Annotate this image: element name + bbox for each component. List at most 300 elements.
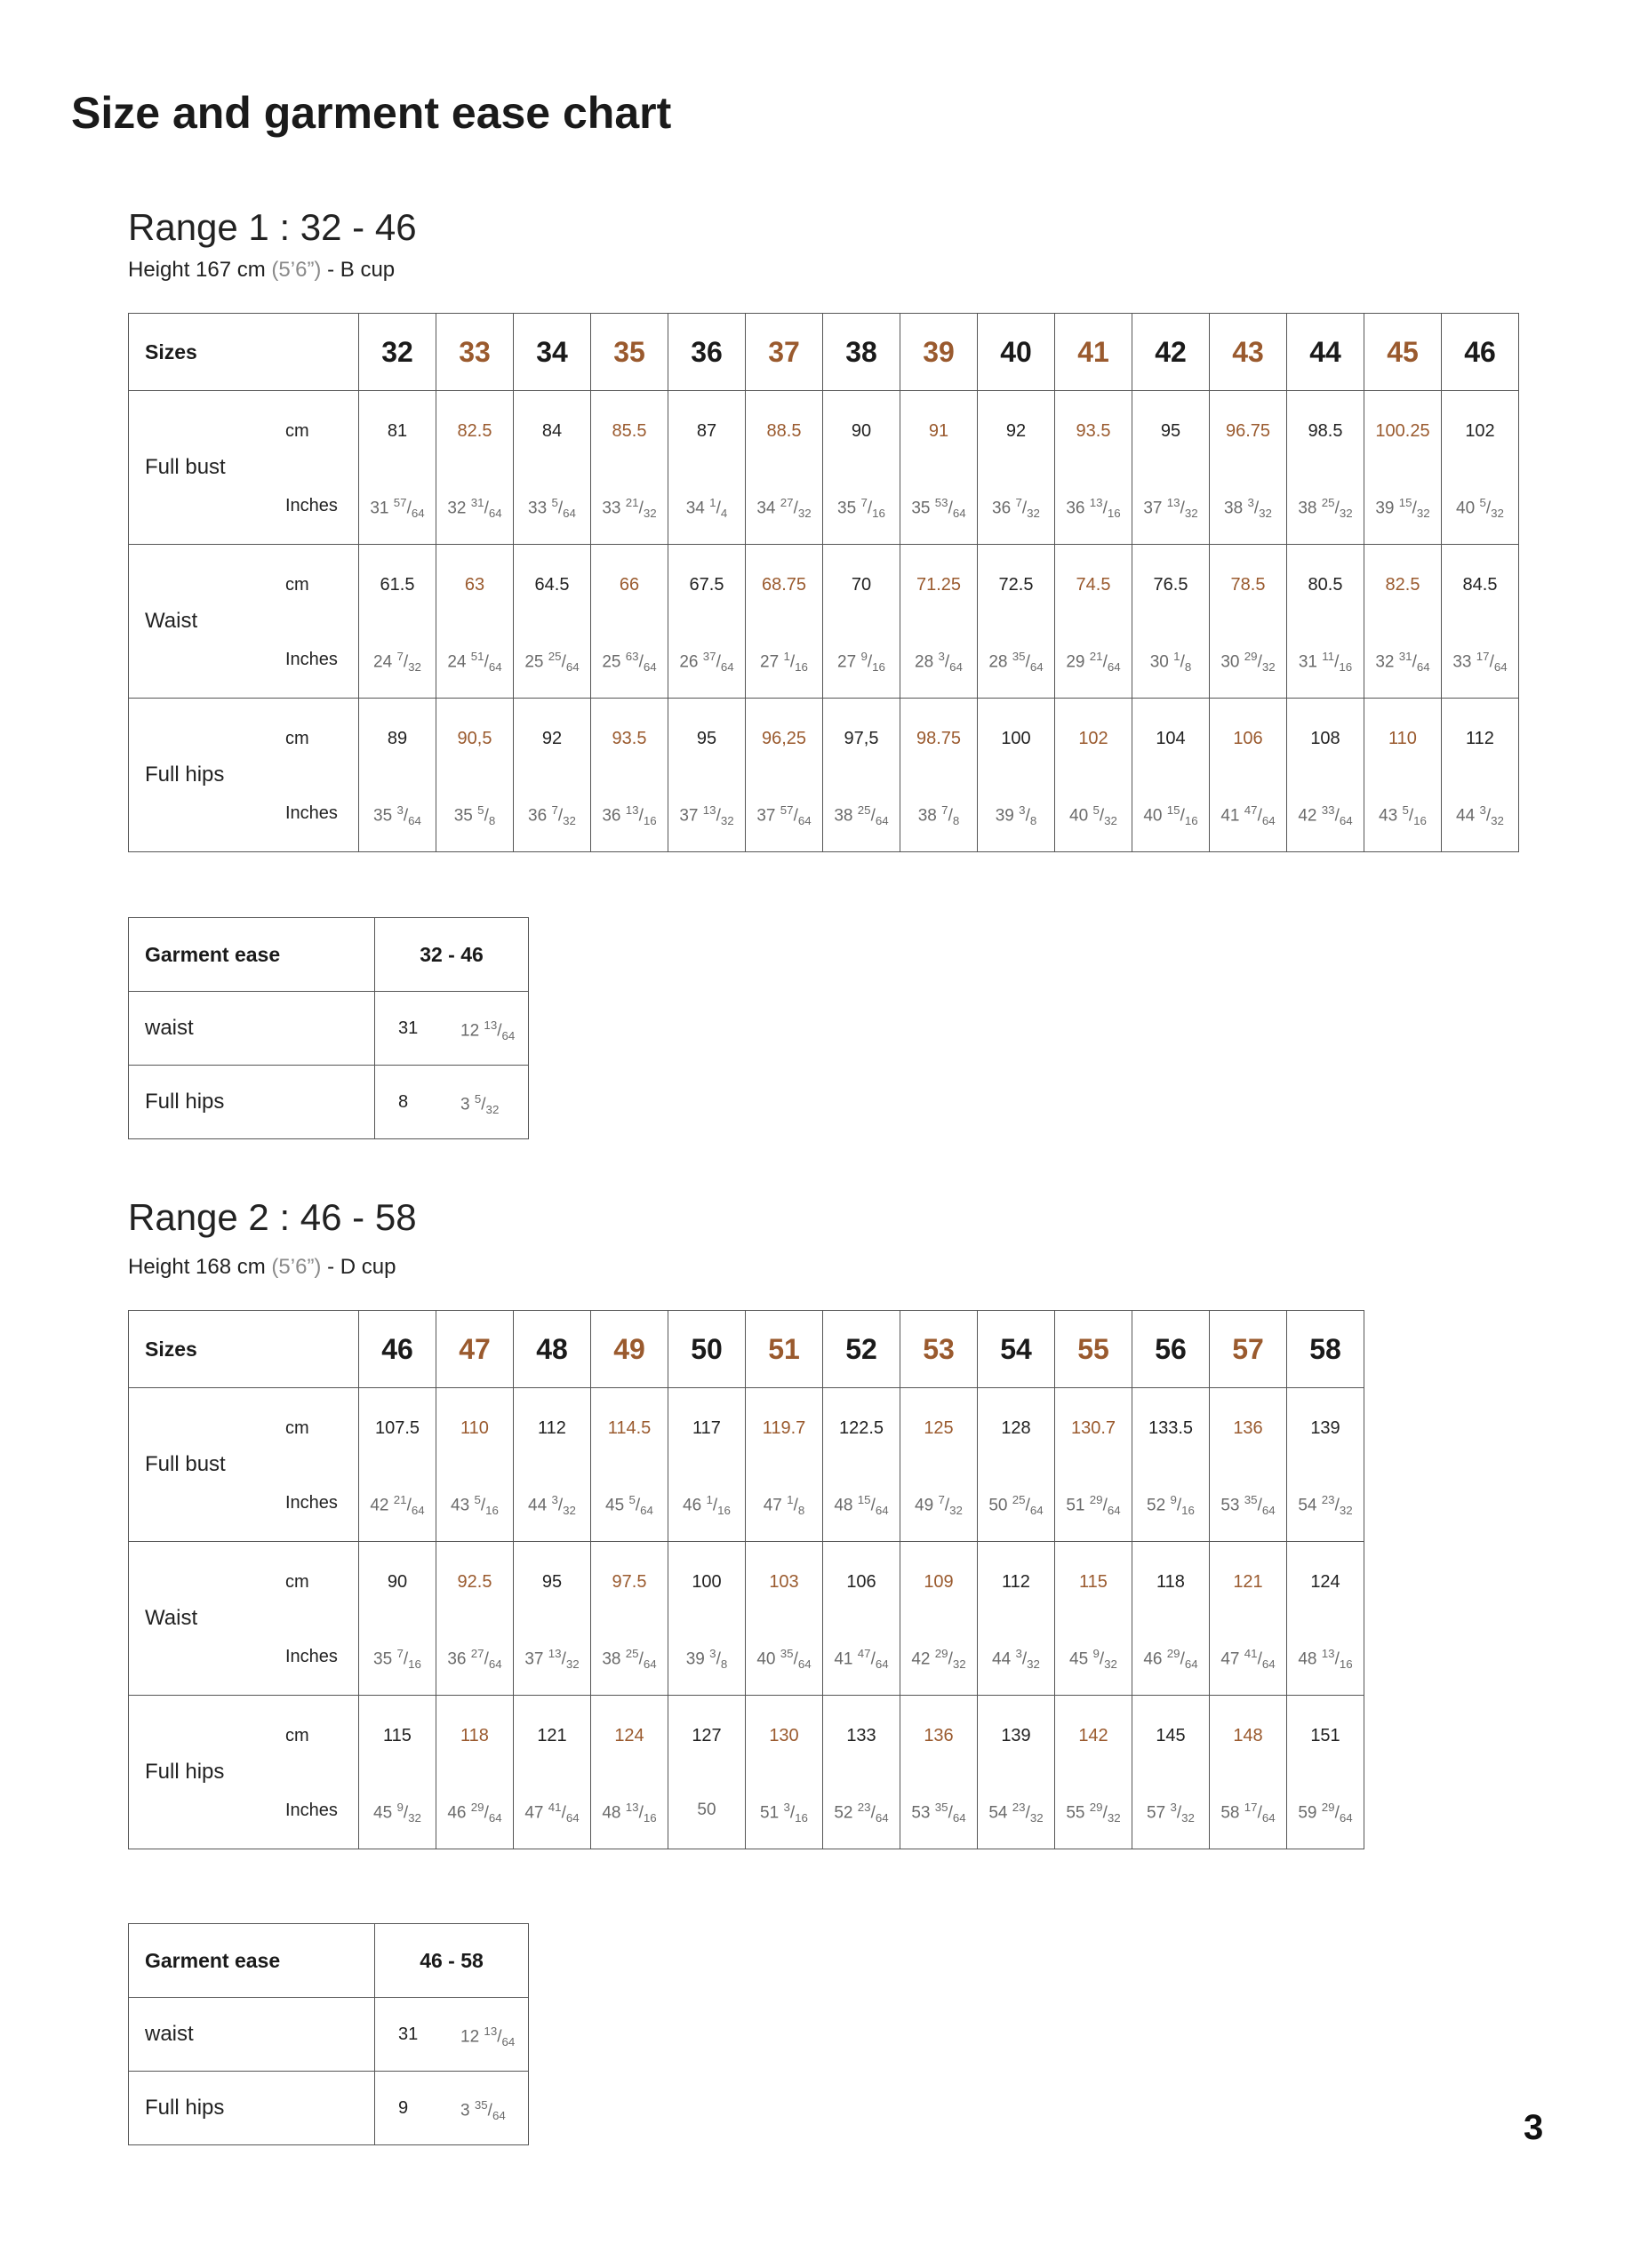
value-cm: 90: [851, 421, 872, 441]
value-inches: 35 $^7/_{16}$: [373, 1647, 421, 1672]
ease-value-cm: 31: [398, 2024, 419, 2044]
value-cell: [1132, 1542, 1210, 1696]
value-inches: 53 $^{35}/_{64}$: [1220, 1493, 1276, 1518]
value-inches: 55 $^{29}/_{32}$: [1066, 1801, 1121, 1825]
value-cm: 109: [924, 1572, 954, 1592]
value-inches: 44 $^3/_{32}$: [1456, 803, 1504, 828]
ease-row: [129, 2072, 529, 2145]
value-inches: 41 $^{47}/_{64}$: [834, 1647, 889, 1672]
size-34: 34: [514, 314, 591, 391]
range2-cup: - D cup: [321, 1255, 396, 1279]
value-cm: 151: [1310, 1726, 1340, 1745]
value-cm: 95: [696, 729, 717, 748]
value-cell: [900, 1388, 978, 1542]
value-inches: 40 $^5/_{32}$: [1069, 803, 1117, 828]
ease-header-row: [129, 918, 529, 992]
value-cm: 122.5: [838, 1418, 884, 1438]
row-waist: [129, 545, 1519, 699]
value-cell: [823, 391, 900, 545]
ease-row-value: [375, 1998, 529, 2072]
measurement-label: Full bust: [145, 455, 226, 479]
unit-inches-label: Inches: [285, 1647, 338, 1666]
value-cm: 88.5: [766, 421, 802, 441]
ease-row-value: [375, 992, 529, 1066]
value-cell: [668, 1388, 746, 1542]
value-inches: 34 $^1/_4$: [685, 496, 728, 521]
size-47: 47: [436, 1311, 514, 1388]
range1-title: Range 1 : 32 - 46: [128, 206, 417, 248]
ease-header-row: [129, 1924, 529, 1998]
range1-ease-table: [128, 917, 529, 1139]
value-cell: [359, 1696, 436, 1849]
unit-inches-label: Inches: [285, 496, 338, 515]
value-cm: 139: [1001, 1726, 1031, 1745]
value-cell: [436, 1542, 514, 1696]
value-cell: [1055, 699, 1132, 852]
value-cm: 80.5: [1308, 575, 1343, 595]
range2-title: Range 2 : 46 - 58: [128, 1196, 417, 1238]
value-cm: 100: [1001, 729, 1031, 748]
value-inches: 48 $^{13}/_{16}$: [1298, 1647, 1353, 1672]
value-cm: 110: [460, 1418, 489, 1438]
value-cm: 87: [696, 421, 717, 441]
value-cell: [436, 1388, 514, 1542]
value-cm: 102: [1465, 421, 1495, 441]
value-cm: 112: [1002, 1572, 1030, 1592]
unit-cm-label: cm: [285, 1418, 309, 1438]
value-inches: 27 $^1/_{16}$: [760, 650, 808, 675]
value-inches: 36 $^{27}/_{64}$: [447, 1647, 502, 1672]
range1-height: Height 167 cm: [128, 258, 266, 282]
size-header-row: [129, 314, 1519, 391]
value-cell: [591, 699, 668, 852]
value-inches: 37 $^{13}/_{32}$: [679, 803, 734, 828]
page-title: Size and garment ease chart: [71, 88, 672, 138]
value-cell: [823, 1696, 900, 1849]
row-full-hips: [129, 1696, 1364, 1849]
sizes-label: Sizes: [129, 1311, 359, 1388]
value-cm: 106: [1233, 729, 1263, 748]
value-cm: 71.25: [916, 575, 962, 595]
size-41: 41: [1055, 314, 1132, 391]
value-inches: 24 $^7/_{32}$: [373, 650, 421, 675]
value-cm: 82.5: [1385, 575, 1420, 595]
measurement-label: Waist: [145, 609, 198, 633]
value-cell: [1364, 545, 1442, 699]
value-inches: 27 $^9/_{16}$: [837, 650, 885, 675]
value-cell: [900, 1542, 978, 1696]
value-cm: 89: [387, 729, 408, 748]
value-cm: 93.5: [1076, 421, 1111, 441]
value-cell: [359, 699, 436, 852]
value-cm: 128: [1001, 1418, 1031, 1438]
value-cell: [978, 1542, 1055, 1696]
value-cell: [591, 1388, 668, 1542]
value-inches: 35 $^5/_8$: [453, 803, 496, 828]
value-cell: [746, 1542, 823, 1696]
value-inches: 48 $^{15}/_{64}$: [834, 1493, 889, 1518]
value-cm: 66: [619, 575, 640, 595]
value-cm: 64.5: [534, 575, 570, 595]
value-inches: 41 $^{47}/_{64}$: [1220, 803, 1276, 828]
value-cell: [746, 391, 823, 545]
value-cell: [1210, 1542, 1287, 1696]
value-cell: [1055, 545, 1132, 699]
garment-ease-range: 46 - 58: [375, 1924, 529, 1998]
value-cm: 63: [464, 575, 485, 595]
value-inches: 32 $^{31}/_{64}$: [447, 496, 502, 521]
value-cell: [1132, 1388, 1210, 1542]
ease-value-inches: 12 $^{13}/_{64}$: [460, 1018, 516, 1043]
value-inches: 46 $^1/_{16}$: [683, 1493, 731, 1518]
size-53: 53: [900, 1311, 978, 1388]
value-inches: 52 $^9/_{16}$: [1147, 1493, 1195, 1518]
measurement-label: Full hips: [145, 763, 225, 787]
ease-value-inches: 3 $^{35}/_{64}$: [460, 2098, 506, 2123]
range1-height-alt: (5’6”): [271, 258, 322, 282]
size-57: 57: [1210, 1311, 1287, 1388]
ease-value-cm: 8: [398, 1092, 409, 1112]
value-inches: 30 $^1/_8$: [1149, 650, 1192, 675]
value-inches: 50 $^{25}/_{64}$: [988, 1493, 1044, 1518]
row-full-hips: [129, 699, 1519, 852]
value-cm: 95: [1160, 421, 1181, 441]
value-inches: 32 $^{31}/_{64}$: [1375, 650, 1430, 675]
size-header-row: [129, 1311, 1364, 1388]
row-full-bust: [129, 1388, 1364, 1542]
value-cell: [359, 1542, 436, 1696]
value-cm: 119.7: [762, 1418, 806, 1438]
value-cell: [900, 1696, 978, 1849]
range1-subtitle: [128, 258, 395, 283]
value-cell: [668, 545, 746, 699]
value-inches: 33 $^5/_{64}$: [528, 496, 576, 521]
value-cm: 115: [383, 1726, 412, 1745]
value-inches: 33 $^{21}/_{32}$: [602, 496, 657, 521]
size-46: 46: [1442, 314, 1519, 391]
value-inches: 31 $^{57}/_{64}$: [370, 496, 425, 521]
value-cell: [1055, 1696, 1132, 1849]
value-cell: [746, 1388, 823, 1542]
value-cm: 72.5: [998, 575, 1034, 595]
value-inches: 38 $^3/_{32}$: [1224, 496, 1272, 521]
ease-value-cm: 31: [398, 1018, 419, 1038]
value-cell: [978, 1696, 1055, 1849]
ease-value-inches: 12 $^{13}/_{64}$: [460, 2024, 516, 2049]
value-cm: 100: [692, 1572, 722, 1592]
value-cm: 84: [541, 421, 563, 441]
unit-cm-label: cm: [285, 729, 309, 748]
value-cm: 95: [541, 1572, 563, 1592]
value-inches: 50: [697, 1801, 716, 1819]
value-cell: [436, 1696, 514, 1849]
size-58: 58: [1287, 1311, 1364, 1388]
value-cm: 84.5: [1462, 575, 1498, 595]
value-cell: [1210, 545, 1287, 699]
unit-inches-label: Inches: [285, 803, 338, 823]
value-cm: 90,5: [457, 729, 492, 748]
value-cm: 98.5: [1308, 421, 1343, 441]
range1-cup: - B cup: [321, 258, 396, 282]
value-cell: [1210, 1696, 1287, 1849]
value-cm: 133: [846, 1726, 876, 1745]
value-cm: 81: [387, 421, 408, 441]
value-inches: 51 $^{29}/_{64}$: [1066, 1493, 1121, 1518]
value-cm: 110: [1388, 729, 1417, 748]
size-36: 36: [668, 314, 746, 391]
value-inches: 42 $^{21}/_{64}$: [370, 1493, 425, 1518]
value-cm: 130.7: [1070, 1418, 1116, 1438]
unit-cm-label: cm: [285, 1726, 309, 1745]
value-cm: 148: [1233, 1726, 1263, 1745]
value-inches: 54 $^{23}/_{32}$: [1298, 1493, 1353, 1518]
value-cell: [900, 545, 978, 699]
value-inches: 43 $^5/_{16}$: [451, 1493, 499, 1518]
value-cm: 118: [460, 1726, 489, 1745]
value-cell: [668, 699, 746, 852]
value-cm: 76.5: [1153, 575, 1188, 595]
value-cell: [900, 391, 978, 545]
size-45: 45: [1364, 314, 1442, 391]
value-cm: 130: [769, 1726, 799, 1745]
size-49: 49: [591, 1311, 668, 1388]
value-cell: [1364, 699, 1442, 852]
value-cell: [591, 1696, 668, 1849]
value-cm: 136: [924, 1726, 954, 1745]
value-cell: [1132, 545, 1210, 699]
value-inches: 28 $^{35}/_{64}$: [988, 650, 1044, 675]
value-inches: 42 $^{33}/_{64}$: [1298, 803, 1353, 828]
value-inches: 47 $^{41}/_{64}$: [524, 1801, 580, 1825]
value-cell: [359, 1388, 436, 1542]
value-cm: 102: [1078, 729, 1108, 748]
value-cell: [436, 545, 514, 699]
size-40: 40: [978, 314, 1055, 391]
value-inches: 31 $^{11}/_{16}$: [1298, 650, 1353, 675]
value-cm: 121: [1233, 1572, 1263, 1592]
value-cm: 106: [846, 1572, 876, 1592]
range2-ease-table: [128, 1923, 529, 2145]
value-cm: 97.5: [612, 1572, 647, 1592]
value-cell: [591, 391, 668, 545]
unit-cm-label: cm: [285, 575, 309, 595]
unit-inches-label: Inches: [285, 650, 338, 669]
row-full-bust: [129, 391, 1519, 545]
value-cm: 98.75: [916, 729, 962, 748]
value-inches: 46 $^{29}/_{64}$: [1143, 1647, 1198, 1672]
value-inches: 49 $^7/_{32}$: [915, 1493, 963, 1518]
value-inches: 36 $^{13}/_{16}$: [1066, 496, 1121, 521]
value-inches: 39 $^3/_8$: [685, 1647, 728, 1672]
size-32: 32: [359, 314, 436, 391]
value-cell: [1287, 391, 1364, 545]
value-inches: 54 $^{23}/_{32}$: [988, 1801, 1044, 1825]
value-inches: 39 $^3/_8$: [995, 803, 1037, 828]
value-inches: 34 $^{27}/_{32}$: [756, 496, 812, 521]
row-waist: [129, 1542, 1364, 1696]
ease-row-label: Full hips: [129, 2072, 375, 2145]
value-cell: [746, 699, 823, 852]
value-cell: [1287, 1388, 1364, 1542]
value-cm: 112: [538, 1418, 566, 1438]
value-inches: 36 $^7/_{32}$: [528, 803, 576, 828]
value-cell: [1287, 1696, 1364, 1849]
value-inches: 26 $^{37}/_{64}$: [679, 650, 734, 675]
size-33: 33: [436, 314, 514, 391]
value-cm: 100.25: [1375, 421, 1430, 441]
value-cell: [1055, 391, 1132, 545]
ease-value-inches: 3 $^5/_{32}$: [460, 1092, 500, 1117]
range1-size-table: [128, 313, 1519, 852]
value-cm: 74.5: [1076, 575, 1111, 595]
ease-row-value: [375, 2072, 529, 2145]
unit-cm-label: cm: [285, 1572, 309, 1592]
garment-ease-label: Garment ease: [129, 918, 375, 992]
value-cell: [359, 545, 436, 699]
value-cm: 61.5: [380, 575, 415, 595]
value-cell: [746, 1696, 823, 1849]
value-inches: 58 $^{17}/_{64}$: [1220, 1801, 1276, 1825]
value-inches: 37 $^{57}/_{64}$: [756, 803, 812, 828]
value-cm: 142: [1078, 1726, 1108, 1745]
value-cm: 115: [1079, 1572, 1108, 1592]
value-inches: 47 $^{41}/_{64}$: [1220, 1647, 1276, 1672]
ease-row-label: waist: [129, 992, 375, 1066]
value-cm: 92: [541, 729, 563, 748]
size-50: 50: [668, 1311, 746, 1388]
value-inches: 38 $^{25}/_{32}$: [1298, 496, 1353, 521]
value-cell: [978, 699, 1055, 852]
value-cm: 139: [1310, 1418, 1340, 1438]
value-cell: [514, 1696, 591, 1849]
value-cm: 92: [1005, 421, 1027, 441]
value-cell: [1132, 391, 1210, 545]
value-cm: 124: [1310, 1572, 1340, 1592]
value-cm: 68.75: [761, 575, 807, 595]
value-cm: 108: [1310, 729, 1340, 748]
value-cm: 117: [692, 1418, 721, 1438]
value-cell: [514, 391, 591, 545]
value-cell: [1287, 699, 1364, 852]
value-cell: [436, 391, 514, 545]
value-cm: 82.5: [457, 421, 492, 441]
value-cm: 85.5: [612, 421, 647, 441]
value-inches: 25 $^{63}/_{64}$: [602, 650, 657, 675]
size-39: 39: [900, 314, 978, 391]
value-inches: 30 $^{29}/_{32}$: [1220, 650, 1276, 675]
value-cell: [978, 1388, 1055, 1542]
size-48: 48: [514, 1311, 591, 1388]
value-cell: [1442, 699, 1519, 852]
value-cell: [514, 699, 591, 852]
value-cell: [823, 545, 900, 699]
value-inches: 39 $^{15}/_{32}$: [1375, 496, 1430, 521]
range2-subtitle: [128, 1255, 396, 1280]
value-inches: 52 $^{23}/_{64}$: [834, 1801, 889, 1825]
value-cell: [978, 391, 1055, 545]
value-cell: [1287, 1542, 1364, 1696]
ease-row: [129, 992, 529, 1066]
size-56: 56: [1132, 1311, 1210, 1388]
measurement-label: Waist: [145, 1606, 198, 1630]
value-cm: 125: [924, 1418, 954, 1438]
value-inches: 59 $^{29}/_{64}$: [1298, 1801, 1353, 1825]
page-number: 3: [1524, 2108, 1544, 2147]
value-inches: 33 $^{17}/_{64}$: [1452, 650, 1508, 675]
ease-row: [129, 1066, 529, 1139]
value-inches: 35 $^7/_{16}$: [837, 496, 885, 521]
size-42: 42: [1132, 314, 1210, 391]
ease-row-label: Full hips: [129, 1066, 375, 1139]
ease-row-label: waist: [129, 1998, 375, 2072]
value-cell: [668, 391, 746, 545]
size-55: 55: [1055, 1311, 1132, 1388]
value-inches: 40 $^{35}/_{64}$: [756, 1647, 812, 1672]
value-cm: 104: [1156, 729, 1186, 748]
value-cell: [746, 545, 823, 699]
measurement-label: Full hips: [145, 1760, 225, 1784]
value-inches: 38 $^{25}/_{64}$: [834, 803, 889, 828]
value-inches: 45 $^9/_{32}$: [373, 1801, 421, 1825]
value-inches: 47 $^1/_8$: [763, 1493, 805, 1518]
value-inches: 29 $^{21}/_{64}$: [1066, 650, 1121, 675]
value-cm: 107.5: [374, 1418, 420, 1438]
value-cell: [1442, 391, 1519, 545]
value-inches: 38 $^{25}/_{64}$: [602, 1647, 657, 1672]
unit-cm-label: cm: [285, 421, 309, 441]
garment-ease-label: Garment ease: [129, 1924, 375, 1998]
value-cm: 136: [1233, 1418, 1263, 1438]
value-cell: [514, 1542, 591, 1696]
value-cell: [1287, 545, 1364, 699]
size-43: 43: [1210, 314, 1287, 391]
size-37: 37: [746, 314, 823, 391]
value-cell: [1442, 545, 1519, 699]
value-cell: [359, 391, 436, 545]
unit-inches-label: Inches: [285, 1801, 338, 1820]
value-inches: 51 $^3/_{16}$: [760, 1801, 808, 1825]
size-44: 44: [1287, 314, 1364, 391]
value-inches: 43 $^5/_{16}$: [1379, 803, 1427, 828]
value-cm: 96.75: [1225, 421, 1271, 441]
value-cell: [1132, 699, 1210, 852]
value-inches: 25 $^{25}/_{64}$: [524, 650, 580, 675]
value-inches: 44 $^3/_{32}$: [992, 1647, 1040, 1672]
value-inches: 53 $^{35}/_{64}$: [911, 1801, 966, 1825]
value-inches: 45 $^5/_{64}$: [605, 1493, 653, 1518]
value-cell: [1210, 1388, 1287, 1542]
value-cm: 114.5: [607, 1418, 652, 1438]
value-cell: [1132, 1696, 1210, 1849]
value-cell: [514, 1388, 591, 1542]
value-cm: 91: [928, 421, 949, 441]
value-cm: 127: [692, 1726, 722, 1745]
value-cell: [1364, 391, 1442, 545]
value-cell: [1210, 391, 1287, 545]
value-inches: 42 $^{29}/_{32}$: [911, 1647, 966, 1672]
value-cm: 93.5: [612, 729, 647, 748]
value-cm: 96,25: [761, 729, 807, 748]
value-cell: [823, 1388, 900, 1542]
size-35: 35: [591, 314, 668, 391]
ease-value-cm: 9: [398, 2098, 409, 2118]
value-inches: 40 $^{15}/_{16}$: [1143, 803, 1198, 828]
size-46: 46: [359, 1311, 436, 1388]
value-cell: [591, 1542, 668, 1696]
value-cell: [900, 699, 978, 852]
value-cell: [823, 1542, 900, 1696]
value-inches: 37 $^{13}/_{32}$: [1143, 496, 1198, 521]
